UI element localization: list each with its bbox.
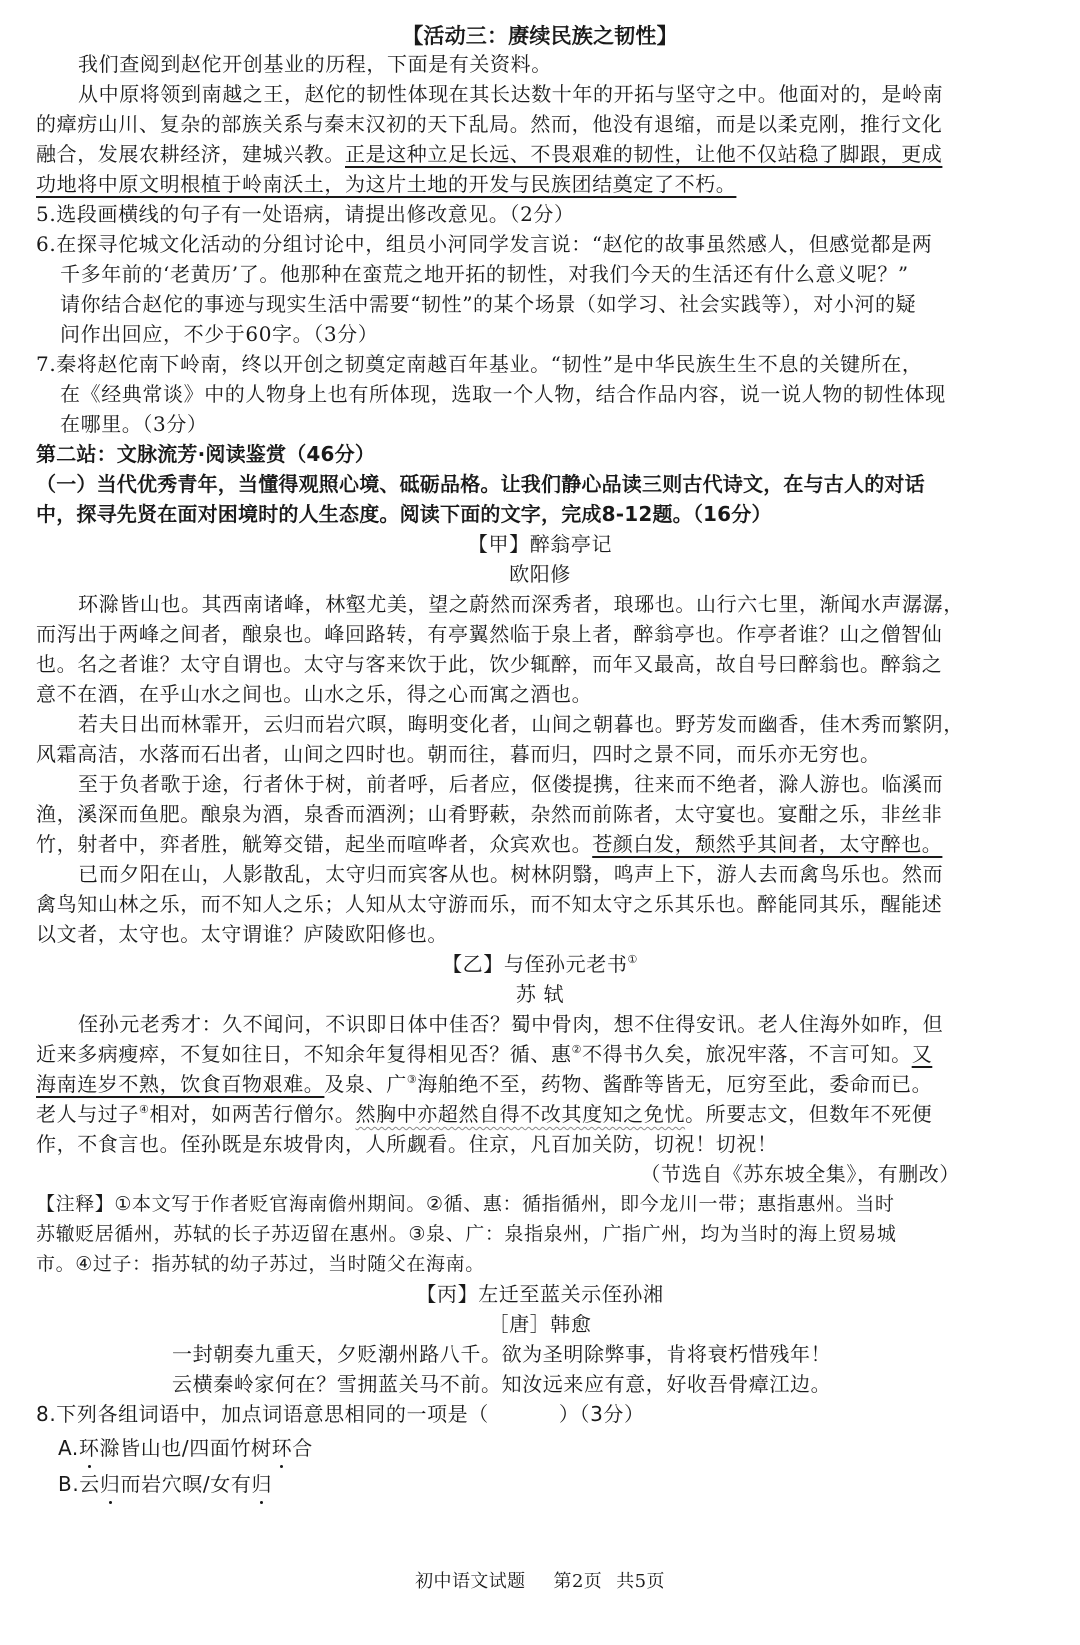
text-jia-line: 若夫日出而林霏开，云归而岩穴暝，晦明变化者，山间之朝暮也。野芳发而幽香，佳木秀而繁阴， bbox=[78, 712, 964, 736]
dotted-word: 归 bbox=[99, 1472, 121, 1496]
section1-intro-line: （一）当代优秀青年，当懂得观照心境、砥砺品格。让我们静心品读三则古代诗文，在与古人的对话 bbox=[36, 472, 925, 496]
question-6-line: 6.在探寻佗城文化活动的分组讨论中，组员小河同学发言说：“赵佗的故事虽然感人，但感觉都是两 bbox=[36, 232, 933, 256]
underlined-sentence: 海南连岁不熟，饮食百物艰难。 bbox=[36, 1072, 325, 1096]
text-bing-author: ［唐］韩愈 bbox=[488, 1312, 592, 1336]
text-yi-text: 相对，如两苦行僧尔。 bbox=[149, 1102, 356, 1126]
text-bing-title: 【丙】左迁至蓝关示侄孙湘 bbox=[416, 1282, 664, 1306]
footnote-marker: ③ bbox=[406, 1073, 418, 1086]
footnote-marker: ④ bbox=[139, 1103, 150, 1116]
text-yi-title bbox=[0, 950, 1080, 978]
question-8-stem bbox=[36, 1400, 645, 1428]
notes-line: 【注释】①本文写于作者贬官海南儋州期间。②循、惠：循指循州，即今龙川一带；惠指惠州。当时 bbox=[36, 1193, 895, 1215]
question-8-option-b bbox=[58, 1470, 272, 1498]
text-yi-line: 作，不食言也。侄孙既是东坡骨肉，人所觑看。住京，凡百加关防，切祝！切祝！ bbox=[36, 1132, 778, 1156]
underlined-sentence: 苍颜白发，颓然乎其间者，太守醉也。 bbox=[592, 832, 943, 856]
text-yi-text: 不得书久矣，旅况牢落，不言可知。 bbox=[582, 1042, 912, 1066]
text-yi-title-text: 【乙】与侄孙元老书 bbox=[442, 952, 628, 976]
question-6-line: 请你结合赵佗的事迹与现实生活中需要“韧性”的某个场景（如学习、社会实践等），对小河的疑 bbox=[60, 292, 917, 316]
text-jia-title: 【甲】醉翁亭记 bbox=[467, 532, 613, 556]
activity-para-line: 的瘴疠山川、复杂的部族关系与秦末汉初的天下乱局。然而，他没有退缩，而是以柔克刚，推行文化 bbox=[36, 112, 943, 136]
underlined-sentence: 功地将中原文明根植于岭南沃土，为这片土地的开发与民族团结奠定了不朽。 bbox=[36, 172, 737, 196]
text-jia-line: 以文者，太守也。太守谓谁？庐陵欧阳修也。 bbox=[36, 922, 448, 946]
footer-total-pages: 共5页 bbox=[616, 1571, 665, 1592]
dotted-word: 环 bbox=[78, 1436, 100, 1460]
text-jia-line: 至于负者歌于途，行者休于树，前者呼，后者应，伛偻提携，往来而不绝者，滁人游也。临溪而 bbox=[78, 772, 944, 796]
option-label: A. bbox=[58, 1436, 79, 1460]
text-yi-text: 。所要志文，但数年不死便 bbox=[685, 1102, 933, 1126]
notes-line: 市。④过子：指苏轼的幼子苏过，当时随父在海南。 bbox=[36, 1253, 485, 1275]
text-jia-line: 而泻出于两峰之间者，酿泉也。峰回路转，有亭翼然临于泉上者，醉翁亭也。作亭者谁？山之僧智仙 bbox=[36, 622, 943, 646]
text-jia-line: 已而夕阳在山，人影散乱，太守归而宾客从也。树林阴翳，鸣声上下，游人去而禽鸟乐也。然而 bbox=[78, 862, 944, 886]
question-7-line: 在《经典常谈》中的人物身上也有所体现，选取一个人物，结合作品内容，说一说人物的韧性体现 bbox=[60, 382, 946, 406]
text-jia-line: 也。名之者谁？太守自谓也。太守与客来饮于此，饮少辄醉，而年又最高，故自号曰醉翁也。醉翁之 bbox=[36, 652, 943, 676]
option-label: B.云 bbox=[58, 1472, 100, 1496]
question-6-line: 千多年前的‘老黄历’了。他那种在蛮荒之地开拓的韧性，对我们今天的生活还有什么意义呢？” bbox=[60, 262, 909, 286]
poem-line: 云横秦岭家何在？雪拥蓝关马不前。知汝远来应有意，好收吾骨瘴江边。 bbox=[172, 1372, 832, 1396]
footer-page-number: 第2页 bbox=[553, 1571, 603, 1592]
text-yi-text: 近来多病瘦瘁，不复如往日，不知余年复得相见否？循、惠 bbox=[36, 1042, 572, 1066]
text-jia-line: 意不在酒，在乎山水之间也。山水之乐，得之心而寓之酒也。 bbox=[36, 682, 593, 706]
text-yi-text: 海舶绝不至，药物、酱酢等皆无，厄穷至此，委命而已。 bbox=[417, 1072, 933, 1096]
text-jia-author: 欧阳修 bbox=[509, 562, 571, 586]
text-yi-text: 及泉、广 bbox=[324, 1072, 407, 1096]
underlined-sentence: 又 bbox=[911, 1042, 933, 1066]
footer-subject: 初中语文试题 bbox=[415, 1571, 526, 1592]
activity-para-text: 融合，发展农耕经济，建城兴教。 bbox=[36, 142, 345, 166]
activity-title: 【活动三：赓续民族之韧性】 bbox=[402, 24, 678, 48]
question-8-score: ）（3分） bbox=[558, 1402, 645, 1426]
footnote-marker: ① bbox=[627, 953, 638, 966]
question-6-line: 问作出回应，不少于60字。（3分） bbox=[60, 322, 379, 346]
text-yi-line bbox=[36, 1040, 932, 1068]
question-7-line: 在哪里。（3分） bbox=[60, 412, 208, 436]
text-yi-line bbox=[36, 1070, 932, 1098]
activity-para-line: 从中原将领到南越之王，赵佗的韧性体现在其长达数十年的开拓与坚守之中。他面对的，是岭南 bbox=[78, 82, 944, 106]
section1-intro-line: 中，探寻先贤在面对困境时的人生态度。阅读下面的文字，完成8-12题。（16分） bbox=[36, 502, 772, 526]
text-yi-source: （节选自《苏东坡全集》，有删改） bbox=[640, 1162, 960, 1186]
text-yi-author: 苏 轼 bbox=[515, 982, 565, 1006]
question-5: 5.选段画横线的句子有一处语病，请提出修改意见。（2分） bbox=[36, 202, 575, 226]
poem-line: 一封朝奏九重天，夕贬潮州路八千。欲为圣明除弊事，肯将衰朽惜残年！ bbox=[172, 1342, 832, 1366]
question-7-line: 7.秦将赵佗南下岭南，终以开创之韧奠定南越百年基业。“韧性”是中华民族生生不息的关键所在， bbox=[36, 352, 923, 376]
option-text: 而岩穴暝/女有 bbox=[120, 1472, 252, 1496]
underlined-sentence: 正是这种立足长远、不畏艰难的韧性，让他不仅站稳了脚跟，更成 bbox=[345, 142, 943, 166]
notes-line: 苏辙贬居循州，苏轼的长子苏迈留在惠州。③泉、广：泉指泉州，广指广州，均为当时的海上贸易城 bbox=[36, 1223, 897, 1245]
dotted-word: 环 bbox=[271, 1436, 293, 1460]
text-yi-line bbox=[36, 1100, 932, 1128]
activity-intro: 我们查阅到赵佗开创基业的历程，下面是有关资料。 bbox=[78, 52, 552, 76]
footnote-marker: ② bbox=[571, 1043, 583, 1056]
question-8-option-a bbox=[58, 1434, 313, 1462]
text-jia-line: 渔，溪深而鱼肥。酿泉为酒，泉香而酒洌；山肴野蔌，杂然而前陈者，太守宴也。宴酣之乐，非丝非 bbox=[36, 802, 943, 826]
activity-para-line bbox=[36, 140, 942, 168]
wavy-underlined-sentence: 然胸中亦超然自得不改其度知之免忧 bbox=[355, 1102, 686, 1126]
text-jia-text: 竹，射者中，弈者胜，觥筹交错，起坐而喧哗者，众宾欢也。 bbox=[36, 832, 593, 856]
station2-title: 第二站：文脉流芳·阅读鉴赏（46分） bbox=[36, 442, 376, 466]
text-jia-line: 禽鸟知山林之乐，而不知人之乐；人知从太守游而乐，而不知太守之乐其乐也。醉能同其乐，醒能述 bbox=[36, 892, 943, 916]
dotted-word: 归 bbox=[251, 1472, 273, 1496]
page-footer bbox=[0, 1568, 1080, 1596]
option-text: 合 bbox=[292, 1436, 313, 1460]
option-text: 滁皆山也/四面竹树 bbox=[99, 1436, 272, 1460]
text-jia-line bbox=[36, 830, 942, 858]
question-8-text: 8.下列各组词语中，加点词语意思相同的一项是（ bbox=[36, 1402, 489, 1426]
text-jia-line: 风霜高洁，水落而石出者，山间之四时也。朝而往，暮而归，四时之景不同，而乐亦无穷也。 bbox=[36, 742, 881, 766]
text-jia-line: 环滁皆山也。其西南诸峰，林壑尤美，望之蔚然而深秀者，琅琊也。山行六七里，渐闻水声潺潺， bbox=[78, 592, 964, 616]
text-yi-line: 侄孙元老秀才：久不闻问，不识即日体中佳否？蜀中骨肉，想不住得安讯。老人住海外如昨，但 bbox=[78, 1012, 944, 1036]
text-yi-text: 老人与过子 bbox=[36, 1102, 139, 1126]
